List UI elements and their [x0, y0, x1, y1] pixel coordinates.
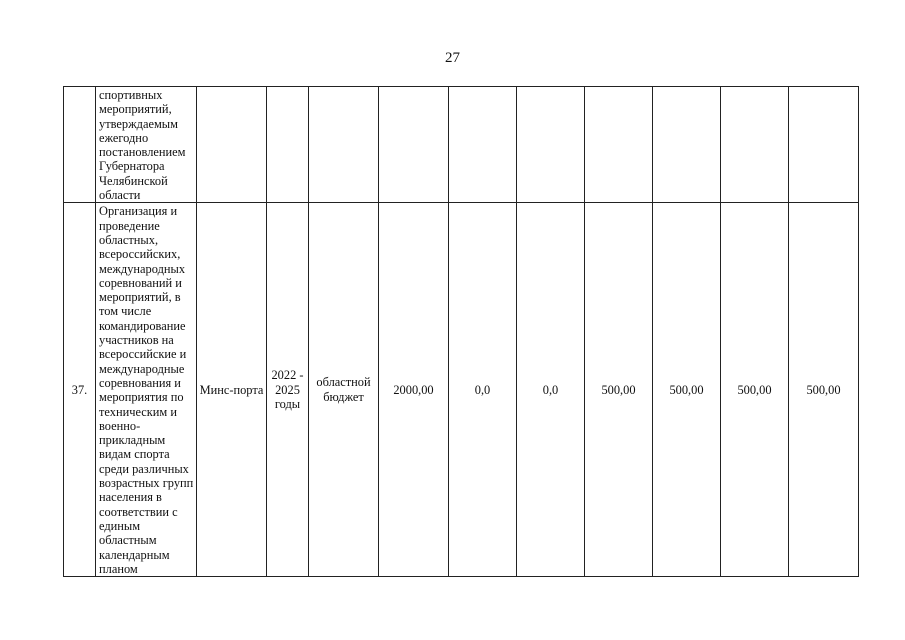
period-cell: 2022 - 2025 годы [267, 203, 309, 577]
table-row [64, 87, 859, 203]
executor-cell [197, 87, 267, 203]
row-index [64, 87, 96, 203]
year-amount-cell: 500,00 [789, 203, 859, 577]
year-amount-cell [517, 87, 585, 203]
total-amount-cell: 2000,00 [379, 203, 449, 577]
budget-table [63, 86, 859, 577]
activity-description: Организация и проведение областных, всероссийских, международных соревнований и мероприятий, в том числе командирование участников на всероссийские и международные соревнования и мероприятия по техническим и военно-прикладным видам спорта среди различных возрастных групп населения в соответствии с единым областным календарным планом [96, 203, 197, 577]
year-amount-cell: 500,00 [585, 203, 653, 577]
page-number: 27 [445, 50, 460, 66]
executor-cell: Минс-порта [197, 203, 267, 577]
activity-description: спортивных мероприятий, утверждаемым ежегодно постановлением Губернатора Челябинской области [96, 87, 197, 203]
funding-source-cell [309, 87, 379, 203]
year-amount-cell [585, 87, 653, 203]
year-amount-cell [449, 87, 517, 203]
year-amount-cell [721, 87, 789, 203]
table-row [64, 203, 859, 577]
total-amount-cell [379, 87, 449, 203]
year-amount-cell: 500,00 [653, 203, 721, 577]
period-cell [267, 87, 309, 203]
year-amount-cell: 0,0 [449, 203, 517, 577]
year-amount-cell [653, 87, 721, 203]
funding-source-cell: областной бюджет [309, 203, 379, 577]
year-amount-cell: 500,00 [721, 203, 789, 577]
year-amount-cell [789, 87, 859, 203]
row-index: 37. [64, 203, 96, 577]
year-amount-cell: 0,0 [517, 203, 585, 577]
